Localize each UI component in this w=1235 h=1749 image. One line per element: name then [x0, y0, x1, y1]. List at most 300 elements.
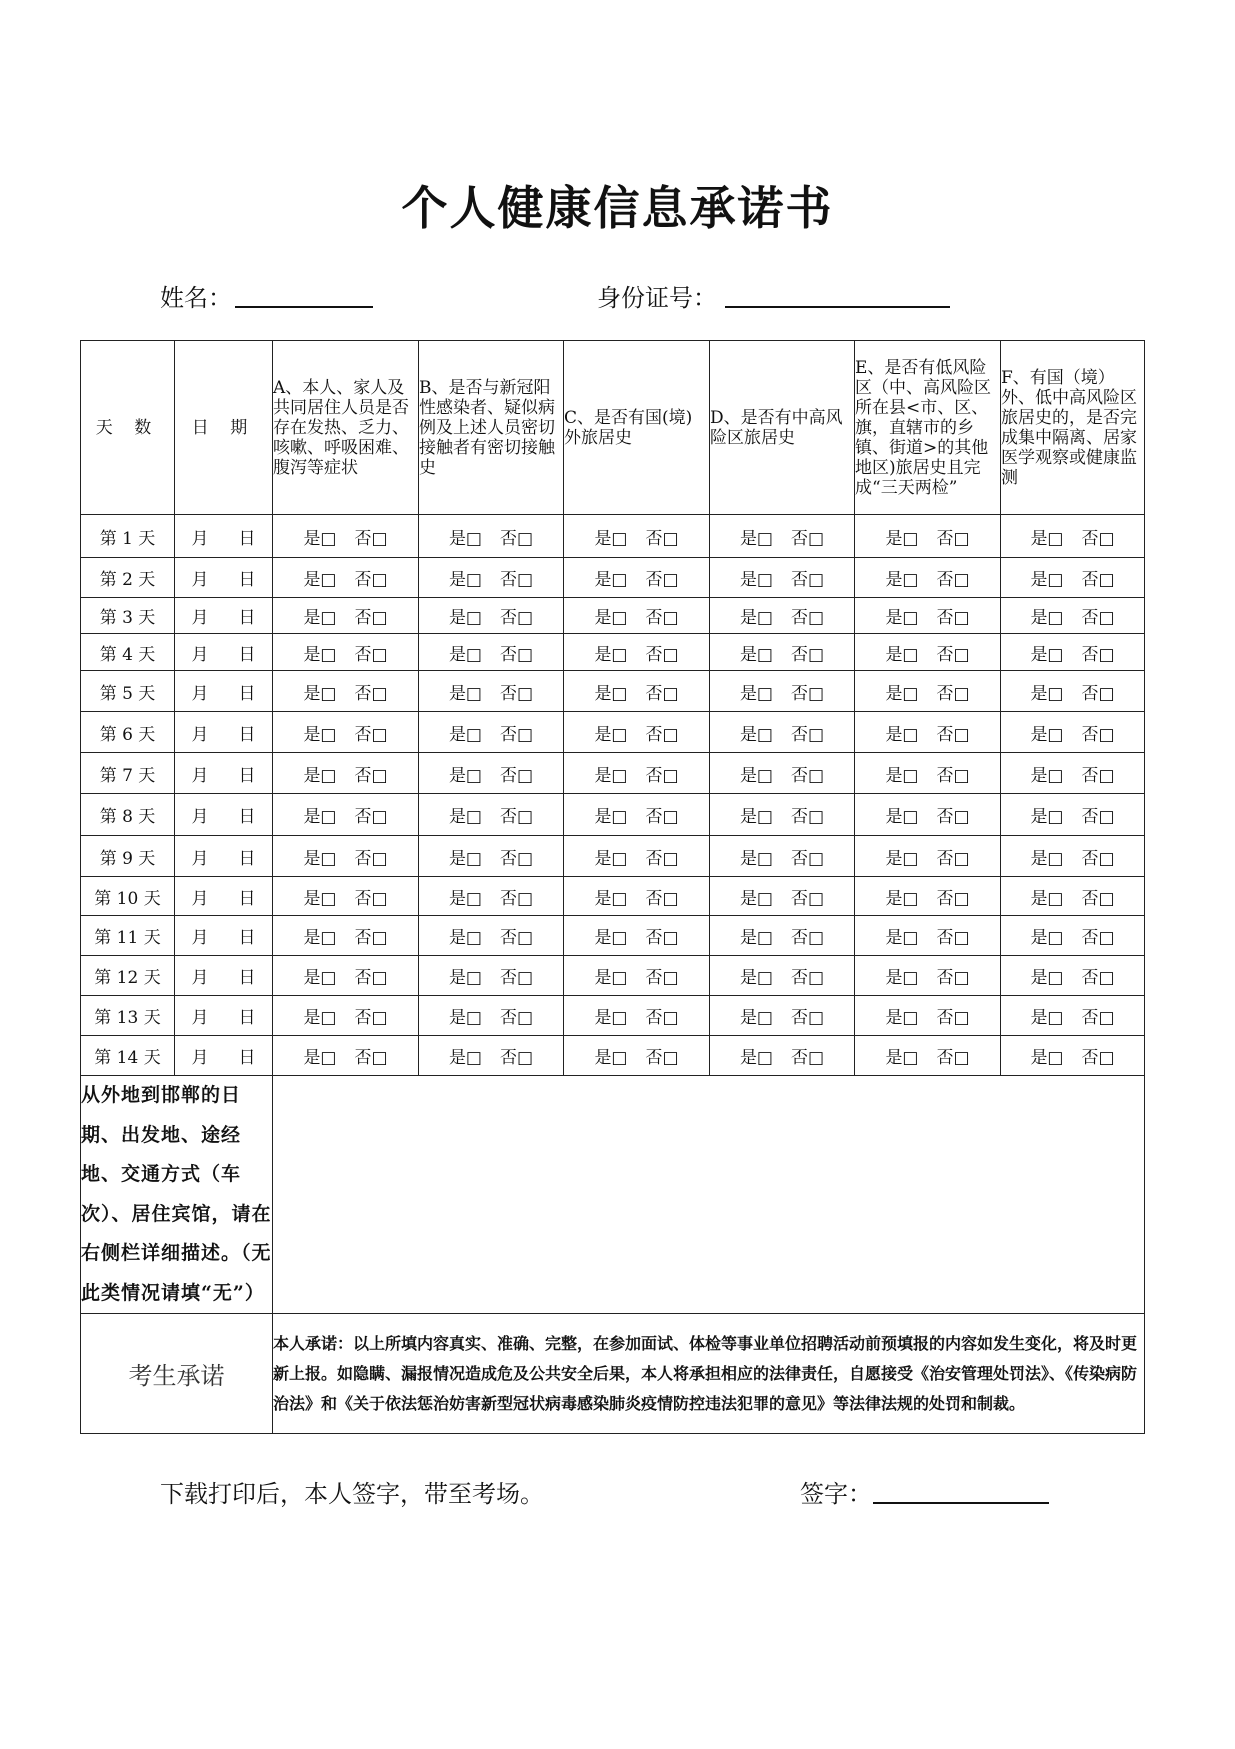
- no-checkbox[interactable]: 否□: [791, 683, 825, 704]
- answer-cell-f: [1001, 515, 1145, 558]
- answer-cell-e: [855, 956, 1001, 996]
- date-cell[interactable]: [175, 794, 273, 836]
- table-row: [81, 877, 1145, 916]
- answer-cell-b: [419, 877, 564, 916]
- answer-cell-a: [273, 558, 419, 598]
- yes-checkbox[interactable]: 是□: [885, 644, 919, 665]
- day-cell: 第 1 天: [81, 515, 175, 558]
- no-checkbox[interactable]: 否□: [936, 968, 970, 988]
- yes-checkbox[interactable]: 是□: [594, 928, 628, 948]
- col-header-e: E、是否有低风险区（中、高风险区所在县<市、区、旗，直辖市的乡镇、街道>的其他地区)旅居史且完成“三天两检”: [855, 341, 1001, 515]
- yes-checkbox[interactable]: 是□: [739, 1008, 773, 1028]
- yes-checkbox[interactable]: 是□: [885, 608, 919, 628]
- month-label: 月: [191, 968, 209, 988]
- no-checkbox[interactable]: 否□: [645, 848, 679, 869]
- no-checkbox[interactable]: 否□: [1081, 724, 1115, 745]
- yes-checkbox[interactable]: 是□: [1030, 807, 1064, 827]
- no-checkbox[interactable]: 否□: [936, 683, 970, 704]
- yes-checkbox[interactable]: 是□: [594, 528, 628, 549]
- day-cell: 第 2 天: [81, 558, 175, 598]
- no-checkbox[interactable]: 否□: [354, 807, 388, 827]
- col-header-a: A、本人、家人及共同居住人员是否存在发热、乏力、咳嗽、呼吸困难、腹泻等症状: [273, 341, 419, 515]
- answer-cell-b: [419, 634, 564, 671]
- date-cell[interactable]: [175, 515, 273, 558]
- yes-checkbox[interactable]: 是□: [1030, 765, 1064, 786]
- day-label: 日: [238, 724, 256, 745]
- no-checkbox[interactable]: 否□: [791, 765, 825, 786]
- no-checkbox[interactable]: 否□: [791, 848, 825, 869]
- date-cell[interactable]: [175, 996, 273, 1036]
- signature-field[interactable]: [873, 1502, 1049, 1504]
- answer-cell-e: [855, 877, 1001, 916]
- no-checkbox[interactable]: 否□: [791, 968, 825, 988]
- no-checkbox[interactable]: 否□: [645, 608, 679, 628]
- col-header-f: F、有国（境）外、低中高风险区旅居史的，是否完成集中隔离、居家医学观察或健康监测: [1001, 341, 1145, 515]
- answer-cell-f: [1001, 753, 1145, 794]
- yes-checkbox[interactable]: 是□: [885, 928, 919, 948]
- date-cell[interactable]: [175, 598, 273, 634]
- answer-cell-e: [855, 598, 1001, 634]
- no-checkbox[interactable]: 否□: [1081, 765, 1115, 786]
- table-row: [81, 671, 1145, 712]
- answer-cell-f: [1001, 877, 1145, 916]
- day-label: 日: [238, 928, 256, 948]
- yes-checkbox[interactable]: 是□: [594, 888, 628, 909]
- day-cell: 第 6 天: [81, 712, 175, 753]
- yes-checkbox[interactable]: 是□: [594, 968, 628, 988]
- day-cell: 第 5 天: [81, 671, 175, 712]
- no-checkbox[interactable]: 否□: [500, 1048, 534, 1068]
- yes-checkbox[interactable]: 是□: [448, 1008, 482, 1028]
- date-cell[interactable]: [175, 1036, 273, 1076]
- answer-cell-a: [273, 794, 419, 836]
- no-checkbox[interactable]: 否□: [500, 848, 534, 869]
- no-checkbox[interactable]: 否□: [936, 608, 970, 628]
- table-body: [81, 515, 1145, 1076]
- answer-cell-a: [273, 996, 419, 1036]
- answer-cell-a: [273, 712, 419, 753]
- yes-checkbox[interactable]: 是□: [448, 608, 482, 628]
- no-checkbox[interactable]: 否□: [936, 570, 970, 590]
- month-label: 月: [191, 683, 209, 704]
- answer-cell-f: [1001, 558, 1145, 598]
- footer-note: 下载打印后，本人签字，带至考场。: [160, 1480, 544, 1508]
- no-checkbox[interactable]: 否□: [1081, 570, 1115, 590]
- yes-checkbox[interactable]: 是□: [1030, 928, 1064, 948]
- yes-checkbox[interactable]: 是□: [303, 570, 337, 590]
- no-checkbox[interactable]: 否□: [791, 570, 825, 590]
- table-row: [81, 794, 1145, 836]
- answer-cell-e: [855, 515, 1001, 558]
- yes-checkbox[interactable]: 是□: [303, 765, 337, 786]
- no-checkbox[interactable]: 否□: [645, 683, 679, 704]
- yes-checkbox[interactable]: 是□: [739, 765, 773, 786]
- yes-checkbox[interactable]: 是□: [303, 683, 337, 704]
- no-checkbox[interactable]: 否□: [354, 848, 388, 869]
- id-number-field[interactable]: [725, 306, 950, 308]
- yes-checkbox[interactable]: 是□: [739, 528, 773, 549]
- yes-checkbox[interactable]: 是□: [448, 1048, 482, 1068]
- no-checkbox[interactable]: 否□: [1081, 644, 1115, 665]
- date-cell[interactable]: [175, 916, 273, 956]
- day-label: 日: [238, 888, 256, 909]
- yes-checkbox[interactable]: 是□: [1030, 1048, 1064, 1068]
- no-checkbox[interactable]: 否□: [645, 888, 679, 909]
- yes-checkbox[interactable]: 是□: [885, 807, 919, 827]
- yes-checkbox[interactable]: 是□: [303, 1048, 337, 1068]
- yes-checkbox[interactable]: 是□: [885, 1048, 919, 1068]
- yes-checkbox[interactable]: 是□: [303, 724, 337, 745]
- no-checkbox[interactable]: 否□: [1081, 888, 1115, 909]
- yes-checkbox[interactable]: 是□: [1030, 608, 1064, 628]
- yes-checkbox[interactable]: 是□: [1030, 724, 1064, 745]
- date-cell[interactable]: [175, 712, 273, 753]
- yes-checkbox[interactable]: 是□: [739, 570, 773, 590]
- answer-cell-c: [564, 1036, 710, 1076]
- yes-checkbox[interactable]: 是□: [594, 848, 628, 869]
- no-checkbox[interactable]: 否□: [500, 807, 534, 827]
- no-checkbox[interactable]: 否□: [1081, 848, 1115, 869]
- no-checkbox[interactable]: 否□: [645, 570, 679, 590]
- yes-checkbox[interactable]: 是□: [594, 570, 628, 590]
- yes-checkbox[interactable]: 是□: [739, 928, 773, 948]
- answer-cell-c: [564, 515, 710, 558]
- yes-checkbox[interactable]: 是□: [1030, 1008, 1064, 1028]
- answer-cell-f: [1001, 836, 1145, 877]
- answer-cell-d: [710, 753, 855, 794]
- answer-cell-e: [855, 712, 1001, 753]
- yes-checkbox[interactable]: 是□: [448, 724, 482, 745]
- day-label: 日: [238, 807, 256, 827]
- no-checkbox[interactable]: 否□: [354, 1048, 388, 1068]
- yes-checkbox[interactable]: 是□: [303, 644, 337, 665]
- yes-checkbox[interactable]: 是□: [1030, 683, 1064, 704]
- no-checkbox[interactable]: 否□: [354, 683, 388, 704]
- no-checkbox[interactable]: 否□: [645, 1048, 679, 1068]
- no-checkbox[interactable]: 否□: [354, 765, 388, 786]
- yes-checkbox[interactable]: 是□: [885, 683, 919, 704]
- no-checkbox[interactable]: 否□: [354, 724, 388, 745]
- yes-checkbox[interactable]: 是□: [739, 644, 773, 665]
- month-label: 月: [191, 1048, 209, 1068]
- answer-cell-c: [564, 671, 710, 712]
- table-row: [81, 916, 1145, 956]
- answer-cell-c: [564, 712, 710, 753]
- answer-cell-d: [710, 1036, 855, 1076]
- answer-cell-c: [564, 598, 710, 634]
- answer-cell-a: [273, 877, 419, 916]
- no-checkbox[interactable]: 否□: [936, 765, 970, 786]
- no-checkbox[interactable]: 否□: [354, 644, 388, 665]
- col-header-b: B、是否与新冠阳性感染者、疑似病例及上述人员密切接触者有密切接触史: [419, 341, 564, 515]
- yes-checkbox[interactable]: 是□: [303, 608, 337, 628]
- month-label: 月: [191, 765, 209, 786]
- yes-checkbox[interactable]: 是□: [303, 1008, 337, 1028]
- yes-checkbox[interactable]: 是□: [303, 528, 337, 549]
- answer-cell-c: [564, 877, 710, 916]
- no-checkbox[interactable]: 否□: [500, 928, 534, 948]
- no-checkbox[interactable]: 否□: [500, 765, 534, 786]
- name-label: 姓名：: [160, 284, 232, 312]
- day-cell: 第 12 天: [81, 956, 175, 996]
- yes-checkbox[interactable]: 是□: [739, 608, 773, 628]
- yes-checkbox[interactable]: 是□: [739, 1048, 773, 1068]
- yes-checkbox[interactable]: 是□: [1030, 968, 1064, 988]
- answer-cell-b: [419, 956, 564, 996]
- health-info-table: [80, 340, 1145, 1434]
- no-checkbox[interactable]: 否□: [354, 888, 388, 909]
- no-checkbox[interactable]: 否□: [645, 928, 679, 948]
- yes-checkbox[interactable]: 是□: [448, 570, 482, 590]
- yes-checkbox[interactable]: 是□: [885, 528, 919, 549]
- answer-cell-f: [1001, 634, 1145, 671]
- yes-checkbox[interactable]: 是□: [303, 807, 337, 827]
- no-checkbox[interactable]: 否□: [500, 1008, 534, 1028]
- yes-checkbox[interactable]: 是□: [594, 765, 628, 786]
- yes-checkbox[interactable]: 是□: [885, 724, 919, 745]
- date-cell[interactable]: [175, 753, 273, 794]
- answer-cell-f: [1001, 916, 1145, 956]
- no-checkbox[interactable]: 否□: [791, 1048, 825, 1068]
- answer-cell-d: [710, 794, 855, 836]
- yes-checkbox[interactable]: 是□: [885, 765, 919, 786]
- no-checkbox[interactable]: 否□: [791, 888, 825, 909]
- yes-checkbox[interactable]: 是□: [448, 644, 482, 665]
- no-checkbox[interactable]: 否□: [1081, 528, 1115, 549]
- yes-checkbox[interactable]: 是□: [1030, 644, 1064, 665]
- no-checkbox[interactable]: 否□: [1081, 807, 1115, 827]
- no-checkbox[interactable]: 否□: [791, 608, 825, 628]
- no-checkbox[interactable]: 否□: [1081, 608, 1115, 628]
- answer-cell-c: [564, 634, 710, 671]
- promise-label: 考生承诺: [81, 1314, 273, 1434]
- travel-description-field[interactable]: [273, 1076, 1145, 1314]
- no-checkbox[interactable]: 否□: [791, 644, 825, 665]
- day-cell: 第 3 天: [81, 598, 175, 634]
- answer-cell-d: [710, 916, 855, 956]
- yes-checkbox[interactable]: 是□: [885, 1008, 919, 1028]
- answer-cell-e: [855, 996, 1001, 1036]
- no-checkbox[interactable]: 否□: [645, 528, 679, 549]
- no-checkbox[interactable]: 否□: [936, 928, 970, 948]
- month-label: 月: [191, 644, 209, 665]
- col-header-date: 日 期: [175, 341, 273, 515]
- yes-checkbox[interactable]: 是□: [448, 683, 482, 704]
- answer-cell-d: [710, 956, 855, 996]
- no-checkbox[interactable]: 否□: [936, 807, 970, 827]
- answer-cell-b: [419, 558, 564, 598]
- table-header-row: [81, 341, 1145, 515]
- answer-cell-d: [710, 558, 855, 598]
- no-checkbox[interactable]: 否□: [1081, 683, 1115, 704]
- no-checkbox[interactable]: 否□: [936, 644, 970, 665]
- yes-checkbox[interactable]: 是□: [885, 968, 919, 988]
- yes-checkbox[interactable]: 是□: [594, 724, 628, 745]
- answer-cell-c: [564, 753, 710, 794]
- no-checkbox[interactable]: 否□: [500, 570, 534, 590]
- month-label: 月: [191, 807, 209, 827]
- yes-checkbox[interactable]: 是□: [448, 968, 482, 988]
- yes-checkbox[interactable]: 是□: [1030, 848, 1064, 869]
- answer-cell-f: [1001, 996, 1145, 1036]
- no-checkbox[interactable]: 否□: [936, 528, 970, 549]
- yes-checkbox[interactable]: 是□: [594, 1048, 628, 1068]
- answer-cell-a: [273, 836, 419, 877]
- table-row: [81, 753, 1145, 794]
- no-checkbox[interactable]: 否□: [936, 1008, 970, 1028]
- day-label: 日: [238, 528, 256, 549]
- month-label: 月: [191, 888, 209, 909]
- answer-cell-d: [710, 996, 855, 1036]
- promise-row: [81, 1314, 1145, 1434]
- day-label: 日: [238, 848, 256, 869]
- answer-cell-a: [273, 634, 419, 671]
- answer-cell-c: [564, 794, 710, 836]
- month-label: 月: [191, 848, 209, 869]
- yes-checkbox[interactable]: 是□: [303, 888, 337, 909]
- no-checkbox[interactable]: 否□: [354, 528, 388, 549]
- no-checkbox[interactable]: 否□: [645, 968, 679, 988]
- no-checkbox[interactable]: 否□: [791, 807, 825, 827]
- answer-cell-b: [419, 916, 564, 956]
- yes-checkbox[interactable]: 是□: [739, 848, 773, 869]
- yes-checkbox[interactable]: 是□: [594, 608, 628, 628]
- answer-cell-f: [1001, 712, 1145, 753]
- yes-checkbox[interactable]: 是□: [303, 968, 337, 988]
- table-row: [81, 996, 1145, 1036]
- no-checkbox[interactable]: 否□: [1081, 1048, 1115, 1068]
- date-cell[interactable]: [175, 956, 273, 996]
- day-label: 日: [238, 683, 256, 704]
- yes-checkbox[interactable]: 是□: [448, 888, 482, 909]
- no-checkbox[interactable]: 否□: [1081, 968, 1115, 988]
- no-checkbox[interactable]: 否□: [645, 644, 679, 665]
- no-checkbox[interactable]: 否□: [791, 928, 825, 948]
- no-checkbox[interactable]: 否□: [354, 968, 388, 988]
- no-checkbox[interactable]: 否□: [936, 888, 970, 909]
- answer-cell-a: [273, 1036, 419, 1076]
- promise-text: 本人承诺：以上所填内容真实、准确、完整，在参加面试、体检等事业单位招聘活动前预填报的内容如发生变化，将及时更新上报。如隐瞒、漏报情况造成危及公共安全后果，本人将承担相应的法律责任，自愿接受《治安管理处罚法》、《传染病防治法》和《关于依法惩治妨害新型冠状病毒感染肺炎疫情防控违法犯罪的意见》等法律法规的处罚和制裁。: [273, 1314, 1145, 1434]
- no-checkbox[interactable]: 否□: [791, 1008, 825, 1028]
- no-checkbox[interactable]: 否□: [500, 968, 534, 988]
- answer-cell-c: [564, 956, 710, 996]
- yes-checkbox[interactable]: 是□: [448, 765, 482, 786]
- yes-checkbox[interactable]: 是□: [739, 724, 773, 745]
- answer-cell-a: [273, 515, 419, 558]
- no-checkbox[interactable]: 否□: [354, 928, 388, 948]
- no-checkbox[interactable]: 否□: [936, 724, 970, 745]
- yes-checkbox[interactable]: 是□: [1030, 528, 1064, 549]
- no-checkbox[interactable]: 否□: [791, 724, 825, 745]
- yes-checkbox[interactable]: 是□: [448, 807, 482, 827]
- month-label: 月: [191, 928, 209, 948]
- no-checkbox[interactable]: 否□: [1081, 928, 1115, 948]
- answer-cell-b: [419, 753, 564, 794]
- yes-checkbox[interactable]: 是□: [448, 528, 482, 549]
- yes-checkbox[interactable]: 是□: [303, 848, 337, 869]
- day-label: 日: [238, 644, 256, 665]
- yes-checkbox[interactable]: 是□: [739, 968, 773, 988]
- answer-cell-e: [855, 753, 1001, 794]
- answer-cell-c: [564, 558, 710, 598]
- no-checkbox[interactable]: 否□: [791, 528, 825, 549]
- no-checkbox[interactable]: 否□: [500, 644, 534, 665]
- answer-cell-d: [710, 634, 855, 671]
- yes-checkbox[interactable]: 是□: [594, 683, 628, 704]
- date-cell[interactable]: [175, 558, 273, 598]
- answer-cell-f: [1001, 598, 1145, 634]
- no-checkbox[interactable]: 否□: [645, 1008, 679, 1028]
- yes-checkbox[interactable]: 是□: [739, 807, 773, 827]
- month-label: 月: [191, 570, 209, 590]
- no-checkbox[interactable]: 否□: [500, 528, 534, 549]
- table-row: [81, 712, 1145, 753]
- no-checkbox[interactable]: 否□: [645, 765, 679, 786]
- answer-cell-e: [855, 794, 1001, 836]
- yes-checkbox[interactable]: 是□: [448, 928, 482, 948]
- no-checkbox[interactable]: 否□: [645, 807, 679, 827]
- day-cell: 第 8 天: [81, 794, 175, 836]
- table-row: [81, 1036, 1145, 1076]
- yes-checkbox[interactable]: 是□: [594, 807, 628, 827]
- no-checkbox[interactable]: 否□: [354, 608, 388, 628]
- date-cell[interactable]: [175, 634, 273, 671]
- date-cell[interactable]: [175, 671, 273, 712]
- yes-checkbox[interactable]: 是□: [594, 1008, 628, 1028]
- no-checkbox[interactable]: 否□: [500, 888, 534, 909]
- month-label: 月: [191, 1008, 209, 1028]
- answer-cell-b: [419, 794, 564, 836]
- yes-checkbox[interactable]: 是□: [885, 848, 919, 869]
- no-checkbox[interactable]: 否□: [500, 724, 534, 745]
- yes-checkbox[interactable]: 是□: [1030, 888, 1064, 909]
- yes-checkbox[interactable]: 是□: [1030, 570, 1064, 590]
- travel-row: [81, 1076, 1145, 1314]
- yes-checkbox[interactable]: 是□: [594, 644, 628, 665]
- yes-checkbox[interactable]: 是□: [739, 888, 773, 909]
- yes-checkbox[interactable]: 是□: [739, 683, 773, 704]
- no-checkbox[interactable]: 否□: [936, 1048, 970, 1068]
- no-checkbox[interactable]: 否□: [500, 683, 534, 704]
- answer-cell-b: [419, 671, 564, 712]
- day-cell: 第 7 天: [81, 753, 175, 794]
- yes-checkbox[interactable]: 是□: [885, 570, 919, 590]
- yes-checkbox[interactable]: 是□: [448, 848, 482, 869]
- day-label: 日: [238, 1048, 256, 1068]
- answer-cell-c: [564, 996, 710, 1036]
- yes-checkbox[interactable]: 是□: [885, 888, 919, 909]
- yes-checkbox[interactable]: 是□: [303, 928, 337, 948]
- no-checkbox[interactable]: 否□: [354, 570, 388, 590]
- no-checkbox[interactable]: 否□: [936, 848, 970, 869]
- day-label: 日: [238, 570, 256, 590]
- answer-cell-e: [855, 1036, 1001, 1076]
- no-checkbox[interactable]: 否□: [1081, 1008, 1115, 1028]
- col-header-day: 天 数: [81, 341, 175, 515]
- answer-cell-f: [1001, 956, 1145, 996]
- date-cell[interactable]: [175, 877, 273, 916]
- name-field[interactable]: [235, 306, 373, 308]
- date-cell[interactable]: [175, 836, 273, 877]
- table-row: [81, 956, 1145, 996]
- no-checkbox[interactable]: 否□: [645, 724, 679, 745]
- answer-cell-f: [1001, 794, 1145, 836]
- page-title: 个人健康信息承诺书: [401, 181, 834, 235]
- no-checkbox[interactable]: 否□: [500, 608, 534, 628]
- answer-cell-f: [1001, 671, 1145, 712]
- no-checkbox[interactable]: 否□: [354, 1008, 388, 1028]
- month-label: 月: [191, 724, 209, 745]
